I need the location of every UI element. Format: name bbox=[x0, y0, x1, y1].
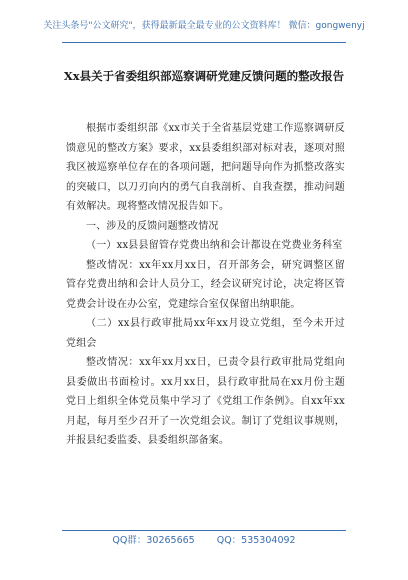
document-body bbox=[66, 119, 345, 451]
document-title: Xx县关于省委组织部巡察调研党建反馈问题的整改报告 bbox=[63, 69, 345, 83]
header-banner: 关注头条号"公文研究"，获得最新最全最专业的公文资料库！ 微信：gongwenyj bbox=[43, 21, 365, 31]
footer-divider bbox=[62, 530, 346, 531]
section-heading-1: 一、涉及的反馈问题整改情况 bbox=[86, 220, 219, 232]
footer-qq-group: QQ群：30265665 bbox=[112, 535, 195, 546]
footer-qq: QQ：535304092 bbox=[216, 535, 296, 546]
header-divider bbox=[62, 42, 346, 43]
paragraph-rectification-1: 整改情况：xx年xx月xx日，召开部务会，研究调整区留管存党费出纳和会计人员分工，经会议研究讨论，决定将区管党费会计设在办公室，党建综合室仅保留出纳职能。 bbox=[66, 259, 345, 310]
footer bbox=[0, 535, 408, 547]
subsection-heading-2: （二）xx县行政审批局xx年xx月设立党组，至今未开过党组会 bbox=[66, 318, 345, 349]
paragraph-rectification-2: 整改情况：xx年xx月xx日，已责令县行政审批局党组向县委做出书面检讨。xx月xx日，县行政审批局在xx月份主题党日上组织全体党员集中学习了《党组工作条例》。自xx年xx月起，每月至少召开了一次党组会议。制订了党组议事规则，并报县纪委监委、县委组织部备案。 bbox=[66, 357, 345, 446]
paragraph-intro: 根据市委组织部《xx市关于全省基层党建工作巡察调研反馈意见的整改方案》要求，xx县委组织部对标对表，逐项对照我区被巡察单位存在的各项问题，把问题导向作为抓整改落实的突破口，以刀刃向内的勇气自我剖析、自我查摆，推动问题有效解决。现将整改情况报告如下。 bbox=[66, 123, 345, 212]
subsection-heading-1: （一）xx县县留管存党费出纳和会计都设在党费业务科室 bbox=[86, 240, 343, 251]
